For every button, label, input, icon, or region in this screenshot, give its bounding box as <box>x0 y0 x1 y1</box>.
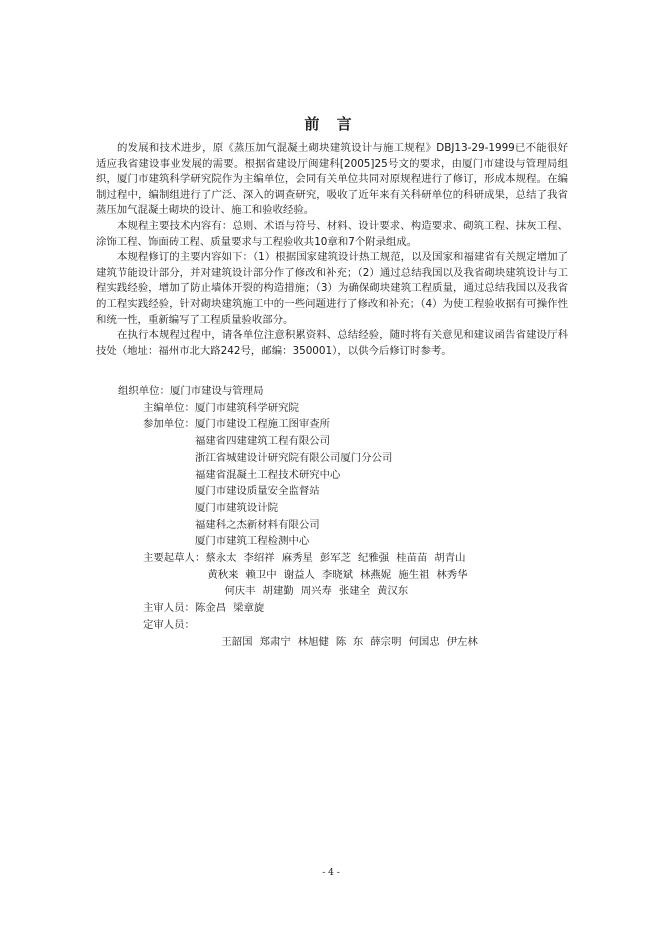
chief-reviewers-line <box>195 600 271 617</box>
reviewer-name: 王韶国 <box>221 635 253 648</box>
page-title: 前 言 <box>304 115 358 133</box>
chief-reviewers-label: 主审人员： <box>143 602 195 615</box>
drafters-line <box>205 583 474 600</box>
chief-reviewer-name: 梁章旋 <box>233 602 265 615</box>
participant-item: 浙江省城建设计研究院有限公司厦门分公司 <box>194 451 393 464</box>
drafters-line <box>205 550 474 567</box>
organizations-block <box>118 383 558 667</box>
drafter-name: 彭军芝 <box>319 552 352 565</box>
drafters-line <box>205 567 474 584</box>
reviewer-name: 何国忠 <box>408 635 440 648</box>
reviewer-name: 陈 东 <box>335 635 364 648</box>
editor-value: 厦门市建筑科学研究院 <box>194 401 299 414</box>
drafter-name: 麻秀星 <box>281 552 313 565</box>
page-number: - 4 - <box>322 868 340 878</box>
drafter-name: 黄秋来 <box>207 568 239 581</box>
organizer-label: 组织单位： <box>118 385 170 397</box>
drafter-name: 何庆丰 <box>224 585 256 598</box>
drafter-name: 桂苗苗 <box>396 552 428 565</box>
participant-item: 福建省四建建筑工程有限公司 <box>194 435 331 448</box>
participant-item: 福建省混凝土工程技术研究中心 <box>194 468 341 481</box>
drafter-name: 胡建勤 <box>262 585 294 598</box>
paragraph-1: 的发展和技术进步，原《蒸压加气混凝土砌块建筑设计与施工规程》DBJ13-29-1999已不能很好适应我省建设事业发展的需要。根据省建设厅闽建科[2005]25号文的要求，由厦门市建设与管理局组织，厦门市建筑科学研究院作为主编单位，会同有关单位共同对原规程进行了修订，形成本规程。在编制过程中，编制组进行了广泛、深入的调查研究，吸收了近年来有关科研单位的科研成果，总结了我省蒸压加气混凝土砌块的设计、施工和验收经验。 <box>96 142 568 217</box>
drafter-name: 周兴寿 <box>300 585 332 598</box>
reviewer-name: 郑肃宁 <box>259 635 291 648</box>
drafters-label: 主要起草人： <box>143 552 206 565</box>
drafters-row <box>118 550 558 600</box>
drafter-name: 蔡永太 <box>205 552 237 565</box>
participant-item: 厦门市建筑设计院 <box>194 501 279 514</box>
chief-reviewers-list <box>195 600 271 617</box>
reviewers-line <box>195 617 485 667</box>
drafter-name: 李绍祥 <box>243 552 275 565</box>
paragraph-4: 在执行本规程过程中，请各单位注意积累资料、总结经验，随时将有关意见和建议函告省建设厅科技处（地址：福州市北大路242号，邮编：350001），以供今后修订时参考。 <box>96 329 568 357</box>
editor-label: 主编单位： <box>143 401 195 414</box>
drafter-name: 林燕妮 <box>360 568 392 581</box>
organizer-row <box>118 383 558 400</box>
participant-item: 厦门市建设工程施工图审查所 <box>194 418 331 431</box>
editor-row <box>118 400 558 417</box>
drafter-name: 黄汉东 <box>377 585 409 598</box>
reviewers-list <box>195 617 485 667</box>
chief-reviewers-row <box>118 600 558 617</box>
participants-label: 参加单位： <box>143 418 195 431</box>
paragraph-2: 本规程主要技术内容有：总则、术语与符号、材料、设计要求、构造要求、砌筑工程、抹灰工程、涂饰工程、饰面砖工程、质量要求与工程验收共10章和7个附录组成。 <box>96 219 568 248</box>
drafter-name: 施生祖 <box>398 568 430 581</box>
drafter-name: 李晓斌 <box>321 568 354 581</box>
drafter-name: 张建全 <box>338 585 371 598</box>
reviewer-name: 伊左林 <box>446 635 478 648</box>
participant-item: 厦门市建设质量安全监督站 <box>194 485 320 498</box>
drafter-name: 赖卫中 <box>245 568 277 581</box>
organizer-value: 厦门市建设与管理局 <box>169 385 264 397</box>
chief-reviewer-name: 陈金昌 <box>194 602 227 615</box>
participants-list <box>195 416 392 550</box>
drafter-name: 胡青山 <box>434 552 466 565</box>
participant-item: 福建科之杰新材料有限公司 <box>194 518 320 531</box>
preface-body <box>96 141 568 359</box>
participant-item: 厦门市建筑工程检测中心 <box>194 535 310 548</box>
paragraph-3: 本规程修订的主要内容如下：（1）根据国家建筑设计热工规范，以及国家和福建省有关规定增加了建筑节能设计部分，并对建筑设计部分作了修改和补充；（2）通过总结我国以及我省砌块建筑设计与工程实践经验，增加了防止墙体开裂的构造措施；（3）为确保砌块建筑工程质量，通过总结我国以及我省的工程实践经验，针对砌块建筑施工中的一些问题进行了修改和补充；（4）为使工程验收据有可操作性和统一性，重新编写了工程质量验收部分。 <box>96 251 568 326</box>
reviewer-name: 薛宗明 <box>370 635 402 648</box>
reviewers-row <box>118 617 558 667</box>
drafter-name: 林秀华 <box>436 568 468 581</box>
reviewers-label: 定审人员： <box>143 618 195 631</box>
drafter-name: 谢益人 <box>283 568 315 581</box>
drafters-list <box>205 550 474 600</box>
reviewer-name: 林旭健 <box>297 635 329 648</box>
drafter-name: 纪雅强 <box>358 552 390 565</box>
participants-row <box>118 416 558 550</box>
